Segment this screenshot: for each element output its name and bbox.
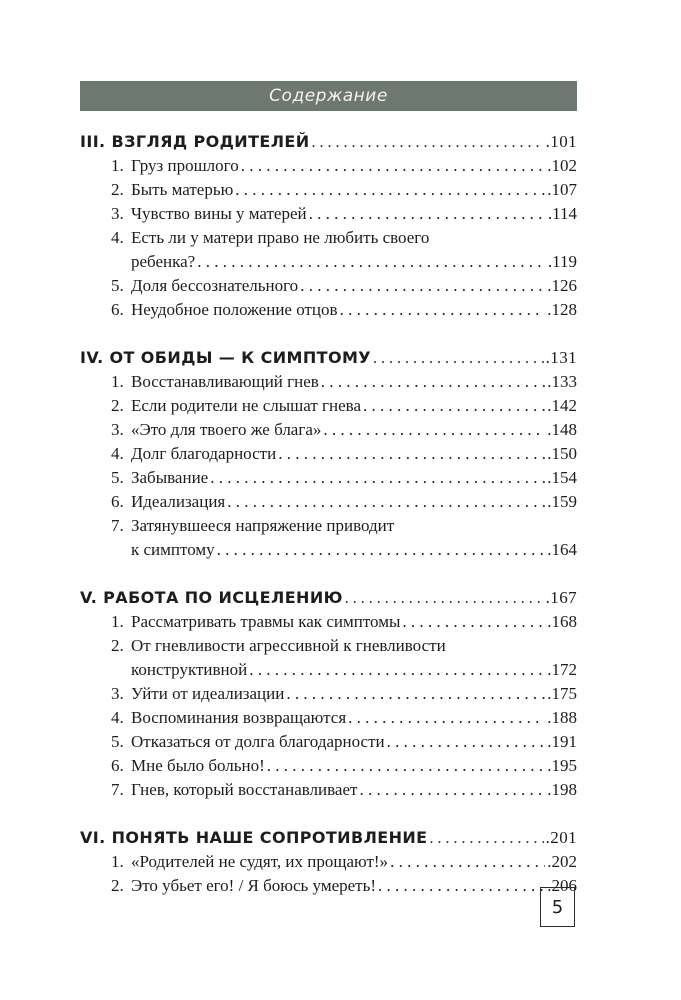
dot-leader: [373, 347, 544, 371]
section-heading[interactable]: [80, 346, 577, 370]
toc-section: [80, 826, 577, 898]
dot-leader: [267, 754, 546, 778]
entry-title: Быть матерью: [131, 180, 234, 199]
dot-leader: [345, 587, 544, 611]
entry-number: 1.: [111, 156, 124, 175]
entry-number: 4.: [111, 228, 124, 247]
entry-title: Идеализация: [131, 492, 226, 511]
toc-entry[interactable]: [80, 154, 577, 178]
entry-page: .114: [547, 204, 577, 223]
entry-title: Это убьет его! / Я боюсь умереть!: [131, 876, 377, 895]
toc-entry[interactable]: [80, 370, 577, 394]
dot-leader: [286, 682, 545, 706]
entry-page: .202: [547, 852, 577, 871]
section-title: IV. ОТ ОБИДЫ — К СИМПТОМУ: [80, 348, 372, 367]
dot-leader: [197, 250, 546, 274]
toc-entry[interactable]: [80, 466, 577, 490]
toc-entry[interactable]: [80, 682, 577, 706]
entry-title: Забывание: [131, 468, 209, 487]
toc-entry-continuation[interactable]: [80, 658, 577, 682]
toc-entry[interactable]: [80, 706, 577, 730]
section-title: V. РАБОТА ПО ИСЦЕЛЕНИЮ: [80, 588, 343, 607]
entry-number: 3.: [111, 204, 124, 223]
dot-leader: [309, 202, 546, 226]
dot-leader: [363, 394, 545, 418]
toc-entry-continuation[interactable]: [80, 538, 577, 562]
entry-page: .133: [547, 372, 577, 391]
entry-page: .198: [547, 780, 577, 799]
entry-number: 5.: [111, 468, 124, 487]
toc-entry[interactable]: [80, 418, 577, 442]
entry-title: Восстанавливающий гнев: [131, 372, 319, 391]
entry-page: .206: [547, 876, 577, 895]
entry-page: .168: [547, 612, 577, 631]
entry-title: Если родители не слышат гнева: [131, 396, 362, 415]
section-page: .167: [545, 588, 577, 607]
entry-title: Уйти от идеализации: [131, 684, 285, 703]
toc-entry[interactable]: [80, 754, 577, 778]
section-page: .201: [545, 828, 577, 847]
entry-title: Чувство вины у матерей: [131, 204, 307, 223]
entry-page: .195: [547, 756, 577, 775]
entry-page: .107: [547, 180, 577, 199]
entry-title: Воспоминания возвращаются: [131, 708, 347, 727]
toc-entry[interactable]: [80, 298, 577, 322]
entry-title: конструктивной: [131, 660, 248, 679]
section-page: .131: [545, 348, 577, 367]
entry-page: .102: [547, 156, 577, 175]
entry-title: От гневливости агрессивной к гневливости: [131, 636, 446, 655]
dot-leader: [430, 827, 544, 851]
toc-entry[interactable]: [80, 226, 577, 250]
dot-leader: [378, 874, 545, 898]
entry-number: 1.: [111, 612, 124, 631]
entry-page: .191: [547, 732, 577, 751]
toc-entry[interactable]: [80, 274, 577, 298]
toc-entry[interactable]: [80, 394, 577, 418]
entry-title: Отказаться от долга благодарности: [131, 732, 385, 751]
entry-page: .148: [547, 420, 577, 439]
dot-leader: [227, 490, 545, 514]
entry-page: .128: [547, 300, 577, 319]
entry-number: 7.: [111, 516, 124, 535]
entry-title: к симптому: [131, 540, 215, 559]
entry-title: Есть ли у матери право не любить своего: [131, 228, 430, 247]
entry-title: Долг благодарности: [131, 444, 277, 463]
toc-entry[interactable]: [80, 730, 577, 754]
entry-title: ребенка?: [131, 252, 196, 271]
entry-number: 2.: [111, 636, 124, 655]
entry-page: .142: [547, 396, 577, 415]
entry-number: 1.: [111, 852, 124, 871]
entry-title: «Родителей не судят, их прощают!»: [131, 852, 389, 871]
dot-leader: [387, 730, 546, 754]
page-number: 5: [540, 887, 575, 927]
dot-leader: [359, 778, 545, 802]
dot-leader: [241, 154, 546, 178]
entry-title: Мне было больно!: [131, 756, 265, 775]
entry-title: Груз прошлого: [131, 156, 239, 175]
dot-leader: [390, 850, 545, 874]
header-bar: [80, 81, 577, 111]
entry-number: 2.: [111, 876, 124, 895]
entry-number: 2.: [111, 180, 124, 199]
entry-title: Рассматривать травмы как симптомы: [131, 612, 401, 631]
toc-entry[interactable]: [80, 514, 577, 538]
toc-section: [80, 346, 577, 562]
entry-page: .154: [547, 468, 577, 487]
toc-entry[interactable]: [80, 178, 577, 202]
dot-leader: [348, 706, 545, 730]
entry-number: 2.: [111, 396, 124, 415]
dot-leader: [249, 658, 545, 682]
entry-page: .126: [547, 276, 577, 295]
dot-leader: [217, 538, 546, 562]
entry-number: 1.: [111, 372, 124, 391]
dot-leader: [210, 466, 545, 490]
entry-page: .119: [547, 252, 577, 271]
entry-title: «Это для твоего же блага»: [131, 420, 322, 439]
dot-leader: [312, 131, 544, 155]
entry-number: 3.: [111, 420, 124, 439]
page-title: Содержание: [269, 86, 388, 106]
toc-section: [80, 130, 577, 322]
section-page: .101: [545, 132, 577, 151]
dot-leader: [340, 298, 546, 322]
entry-number: 3.: [111, 684, 124, 703]
dot-leader: [321, 370, 545, 394]
entry-title: Доля бессознательного: [131, 276, 299, 295]
section-heading[interactable]: [80, 826, 577, 850]
dot-leader: [323, 418, 545, 442]
dot-leader: [300, 274, 545, 298]
dot-leader: [235, 178, 545, 202]
toc-entry[interactable]: [80, 634, 577, 658]
entry-number: 4.: [111, 444, 124, 463]
entry-number: 5.: [111, 732, 124, 751]
table-of-contents: [80, 130, 577, 922]
entry-title: Неудобное положение отцов: [131, 300, 338, 319]
entry-number: 5.: [111, 276, 124, 295]
entry-page: .175: [547, 684, 577, 703]
toc-entry[interactable]: [80, 490, 577, 514]
entry-number: 7.: [111, 780, 124, 799]
toc-entry-continuation[interactable]: [80, 250, 577, 274]
entry-page: .150: [547, 444, 577, 463]
entry-page: .188: [547, 708, 577, 727]
entry-number: 4.: [111, 708, 124, 727]
entry-page: .164: [547, 540, 577, 559]
section-title: VI. ПОНЯТЬ НАШЕ СОПРОТИВЛЕНИЕ: [80, 828, 428, 847]
entry-number: 6.: [111, 492, 124, 511]
section-heading[interactable]: [80, 130, 577, 154]
entry-page: .172: [547, 660, 577, 679]
toc-entry[interactable]: [80, 442, 577, 466]
entry-page: .159: [547, 492, 577, 511]
dot-leader: [402, 610, 545, 634]
entry-number: 6.: [111, 756, 124, 775]
toc-section: [80, 586, 577, 802]
toc-entry[interactable]: [80, 202, 577, 226]
toc-entry[interactable]: [80, 850, 577, 874]
toc-entry[interactable]: [80, 874, 577, 898]
entry-number: 6.: [111, 300, 124, 319]
dot-leader: [278, 442, 545, 466]
toc-entry[interactable]: [80, 610, 577, 634]
section-heading[interactable]: [80, 586, 577, 610]
entry-title: Гнев, который восстанавливает: [131, 780, 358, 799]
section-title: III. ВЗГЛЯД РОДИТЕЛЕЙ: [80, 132, 310, 151]
entry-title: Затянувшееся напряжение приводит: [131, 516, 395, 535]
toc-entry[interactable]: [80, 778, 577, 802]
